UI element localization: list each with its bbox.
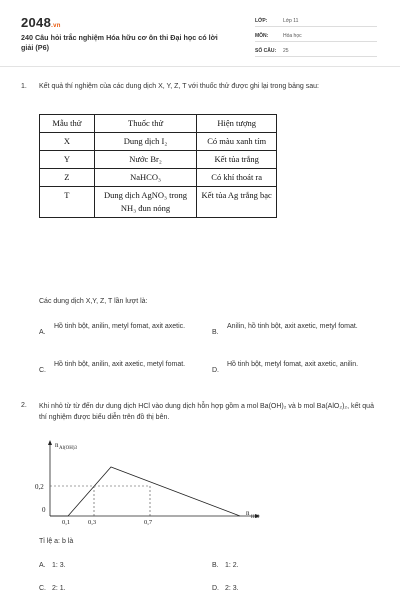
question-2-prompt: Tỉ lệ a: b là [39,538,74,545]
table-header-row [40,115,277,133]
table-row [40,151,277,169]
y-axis-label-sub: Al(OH)3 [59,446,78,451]
site-logo[interactable] [21,15,61,30]
table-row [40,169,277,187]
table-row [40,187,277,218]
x-tick-label: 0,1 [62,519,71,526]
question-2-number: 2. [21,402,27,409]
x-axis-label: n [246,509,250,517]
table-cell: Có khí thoát ra [197,169,277,187]
table-cell: Kết tủa trắng [197,151,277,169]
meta-class-value: Lớp 11 [283,18,299,24]
option-label: C. [39,585,46,592]
results-table [39,114,277,218]
table-cell: Z [40,169,95,187]
logo-suffix: .vn [51,23,61,29]
table-cell: NaHCO₃ [94,169,197,187]
question-2-text: Khi nhỏ từ từ đến dư dung dịch HCl vào dung dịch hỗn hợp gồm a mol Ba(OH)₂ và b mol Ba(AlO₂)₂, kết quả thí nghiệm được biểu diễn trên đồ thị bên. [39,403,374,421]
precipitate-curve [50,467,240,516]
meta-subject-value: Hóa học [283,33,302,39]
origin-label: 0 [42,506,46,514]
table-header-cell: Hiện tượng [197,115,277,133]
question-1-text: Kết quả thí nghiệm của các dung dịch X, Y, Z, T với thuốc thử được ghi lại trong bảng sau: [39,83,319,90]
option-text: Anilin, hồ tinh bột, axit axetic, metyl fomat. [227,323,358,330]
option-text: 1: 2. [225,562,239,569]
option-label: D. [212,585,219,592]
table-cell: X [40,133,95,151]
x-tick-label: 0,3 [88,519,97,526]
logo-main: 2048 [21,15,52,30]
meta-class [255,16,377,27]
option-label: A. [39,329,46,336]
table-cell: Y [40,151,95,169]
option-text: 2: 1. [52,585,66,592]
header-divider [0,66,400,67]
y-tick-label: 0,2 [35,483,44,491]
meta-subject [255,31,377,42]
option-label: B. [212,329,219,336]
meta-count-key: SỐ CÂU: [255,48,277,54]
option-label: A. [39,562,46,569]
meta-count [255,46,377,57]
table-row [40,133,277,151]
meta-subject-key: MÔN: [255,33,269,39]
meta-count-value: 25 [283,48,289,54]
table-cell: Dung dịch I₂ [94,133,197,151]
x-axis-label-sub: HCl [251,515,260,520]
meta-class-key: LỚP: [255,18,268,24]
option-text: Hồ tinh bột, anilin, axit axetic, metyl fomat. [54,361,186,368]
table-cell: Nước Br₂ [94,151,197,169]
y-axis-arrow [48,440,52,445]
table-cell: Dung dịch AgNO₃ trong NH₃ đun nóng [94,187,197,218]
option-text: 2: 3. [225,585,239,592]
table-cell: Có màu xanh tím [197,133,277,151]
question-1-prompt: Các dung dịch X,Y, Z, T lần lượt là: [39,298,148,305]
option-text: Hồ tinh bột, anilin, metyl fomat, axit axetic. [54,323,186,330]
table-cell: T [40,187,95,218]
option-text: Hồ tinh bột, metyl fomat, axit axetic, anilin. [227,361,359,368]
option-label: B. [212,562,219,569]
table-cell: Kết tủa Ag trắng bạc [197,187,277,218]
table-header-cell: Mẫu thử [40,115,95,133]
document-title: 240 Câu hỏi trắc nghiệm Hóa hữu cơ ôn thi Đại học có lời giải (P6) [21,33,218,52]
option-label: C. [39,367,46,374]
table-header-cell: Thuốc thử [94,115,197,133]
question-1-number: 1. [21,83,27,90]
x-tick-label: 0,7 [144,519,153,526]
option-label: D. [212,367,219,374]
option-text: 1: 3. [52,562,66,569]
y-axis-label: n [55,441,59,449]
precipitate-graph [30,436,270,528]
